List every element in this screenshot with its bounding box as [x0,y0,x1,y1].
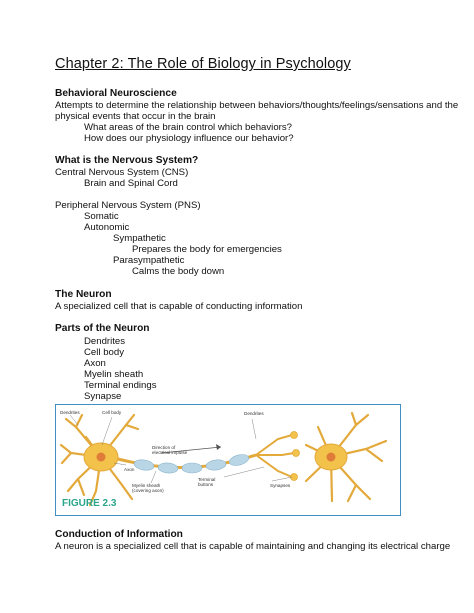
heading-neuron: The Neuron [55,289,112,300]
list-item: Brain and Spinal Cord [84,178,178,189]
figure-caption: FIGURE 2.3 [62,498,117,509]
list-item: Parasympathetic [113,255,185,266]
neuron-figure [55,404,401,516]
label-dendrites-left: Dendrites [60,410,80,415]
list-item: Central Nervous System (CNS) [55,167,189,178]
list-item: Axon [84,358,106,369]
label-myelin: Myelin sheath (covering axon) [132,483,164,493]
list-item: Autonomic [84,222,130,233]
list-item: Dendrites [84,336,126,347]
label-direction: Direction of electrical impulse [152,445,188,455]
label-axon: Axon [124,467,135,472]
list-item: Sympathetic [113,233,166,244]
question-line: What areas of the brain control which behaviors? [84,122,292,133]
label-synapses: Synapses [270,483,291,488]
list-item: Terminal endings [84,380,157,391]
list-item: Synapse [84,391,122,402]
list-item: Peripheral Nervous System (PNS) [55,200,201,211]
label-dendrites-right: Dendrites [244,411,264,416]
heading-nervous-system: What is the Nervous System? [55,155,199,166]
list-item: Prepares the body for emergencies [132,244,282,255]
page-title: Chapter 2: The Role of Biology in Psychology [55,56,351,72]
list-item: Somatic [84,211,119,222]
label-terminal: Terminal buttons [198,477,216,487]
list-item: Cell body [84,347,124,358]
paragraph-line: A neuron is a specialized cell that is capable of maintaining and changing its electrical charge [55,541,451,552]
paragraph-line: Attempts to determine the relationship between behaviors/thoughts/feelings/sensations and the [55,100,459,111]
list-item: Calms the body down [132,266,225,277]
question-line: How does our physiology influence our behavior? [84,133,294,144]
label-cell-body: Cell body [102,410,122,415]
heading-behavioral-neuroscience: Behavioral Neuroscience [55,88,177,99]
list-item: Myelin sheath [84,369,144,380]
paragraph-line: A specialized cell that is capable of conducting information [55,301,303,312]
paragraph-line: physical events that occur in the brain [55,111,216,122]
heading-parts-of-neuron: Parts of the Neuron [55,323,150,334]
heading-conduction: Conduction of Information [55,529,183,540]
